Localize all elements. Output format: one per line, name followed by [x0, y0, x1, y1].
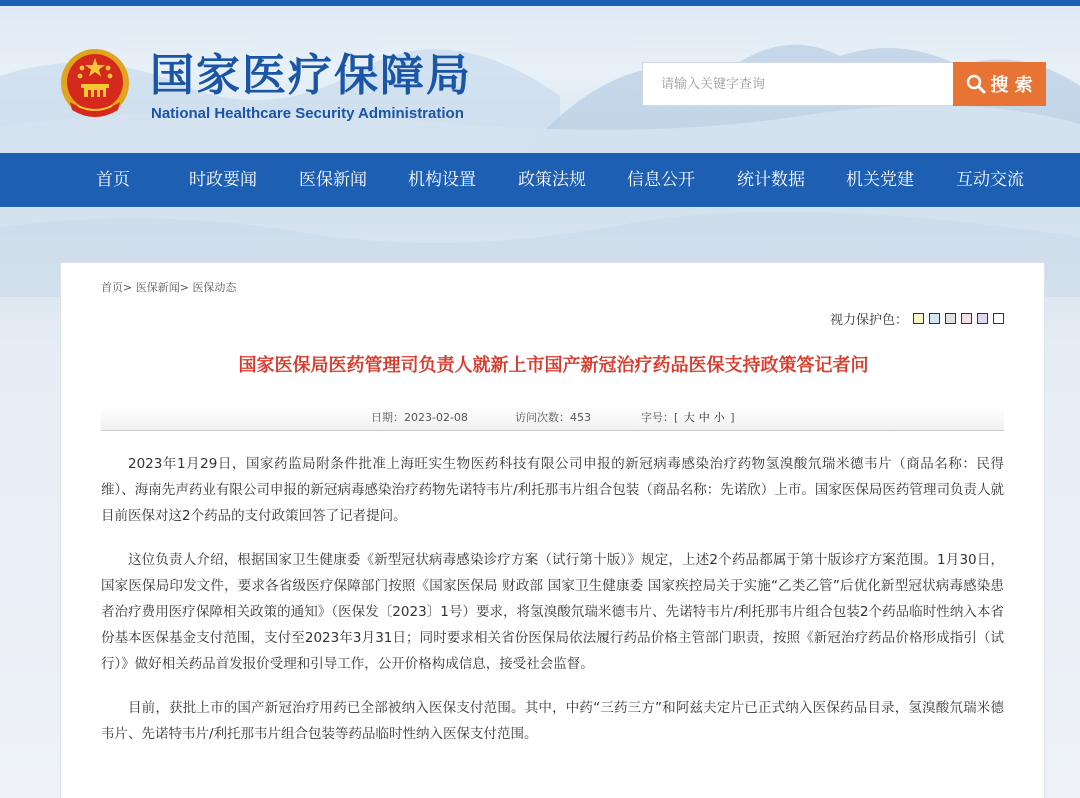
main-nav — [0, 153, 1080, 207]
search-button[interactable] — [953, 62, 1046, 106]
visit-count: 访问次数：453 — [515, 411, 591, 424]
article-paragraph: 目前，获批上市的国产新冠治疗用药已全部被纳入医保支付范围。其中，中药“三药三方”和阿兹夫定片已正式纳入医保药品目录，氢溴酸氘瑞米德韦片、先诺特韦片/利托那韦片组合包装等药品临时性纳入医保支付范围。 — [101, 700, 1004, 742]
font-size-bracket-close: ] — [730, 411, 735, 424]
color-swatch-pink[interactable] — [961, 313, 972, 324]
search-input[interactable] — [642, 62, 954, 106]
eye-protection-colors — [830, 309, 1004, 328]
color-swatch-yellow[interactable] — [913, 313, 924, 324]
nav-item-info-disclosure[interactable]: 信息公开 — [627, 170, 695, 190]
site-subtitle: National Healthcare Security Administration — [151, 105, 464, 122]
color-swatch-gray[interactable] — [945, 313, 956, 324]
color-swatch-blue[interactable] — [929, 313, 940, 324]
search-button-label: 搜 索 — [990, 75, 1033, 96]
nav-item-home[interactable]: 首页 — [96, 170, 130, 190]
eye-protection-label: 视力保护色： — [829, 313, 908, 328]
color-swatch-white[interactable] — [993, 313, 1004, 324]
site-title: 国家医疗保障局 — [150, 50, 472, 101]
breadcrumb-news[interactable]: 医保新闻 — [135, 281, 180, 294]
font-size-medium[interactable]: 中 — [698, 411, 710, 424]
search-icon — [966, 74, 986, 94]
site-header — [0, 6, 1080, 153]
nav-item-politics-news[interactable]: 时政要闻 — [189, 170, 257, 190]
breadcrumb-dynamics[interactable]: 医保动态 — [192, 281, 237, 294]
breadcrumb: 首页> 医保新闻> 医保动态 — [101, 281, 237, 294]
font-size-control — [641, 405, 735, 431]
article-body — [101, 451, 1004, 765]
article-paragraph: 这位负责人介绍，根据国家卫生健康委《新型冠状病毒感染诊疗方案（试行第十版）》规定，上述2个药品都属于第十版诊疗方案范围。1月30日，国家医保局印发文件，要求各省级医疗保障部门按照《国家医保局 财政部 国家卫生健康委 国家疾控局关于实施“乙类乙管”后优化新型冠状病毒感染患者治疗费用医疗保障相关政策的通知》（医保发〔2023〕1号）要求，将氢溴酸氘瑞米德韦片、先诺特韦片/利托那韦片组合包装2个药品临时性纳入本省份基本医保基金支付范围，支付至2023年3月31日；同时要求相关省份医保局依法履行药品价格主管部门职责，按照《新冠治疗药品价格形成指引（试行）》做好相关药品首发报价受理和引导工作，公开价格构成信息，接受社会监督。 — [101, 552, 1004, 672]
nav-item-interaction[interactable]: 互动交流 — [956, 170, 1024, 190]
nav-item-organization[interactable]: 机构设置 — [408, 170, 476, 190]
font-size-label: 字号： — [641, 411, 674, 424]
font-size-large[interactable]: 大 — [683, 411, 695, 424]
nav-item-healthcare-news[interactable]: 医保新闻 — [299, 170, 367, 190]
nav-item-party-building[interactable]: 机关党建 — [846, 170, 914, 190]
font-size-bracket-open: [ — [674, 411, 679, 424]
color-swatch-purple[interactable] — [977, 313, 988, 324]
breadcrumb-home[interactable]: 首页 — [101, 281, 123, 294]
nav-item-policies[interactable]: 政策法规 — [518, 170, 586, 190]
article-title: 国家医保局医药管理司负责人就新上市国产新冠治疗药品医保支持政策答记者问 — [238, 355, 869, 376]
article-container — [60, 262, 1045, 798]
publish-date: 日期：2023-02-08 — [371, 411, 468, 424]
font-size-small[interactable]: 小 — [713, 411, 725, 424]
article-paragraph: 2023年1月29日，国家药监局附条件批准上海旺实生物医药科技有限公司申报的新冠病毒感染治疗药物氢溴酸氘瑞米德韦片（商品名称：民得维）、海南先声药业有限公司申报的新冠病毒感染治疗药物先诺特韦片/利托那韦片组合包装（商品名称：先诺欣）上市。国家医保局医药管理司负责人就目前医保对这2个药品的支付政策回答了记者提问。 — [101, 456, 1004, 524]
article-meta — [101, 405, 1004, 431]
national-emblem-icon — [58, 46, 132, 124]
nav-item-statistics[interactable]: 统计数据 — [737, 170, 805, 190]
